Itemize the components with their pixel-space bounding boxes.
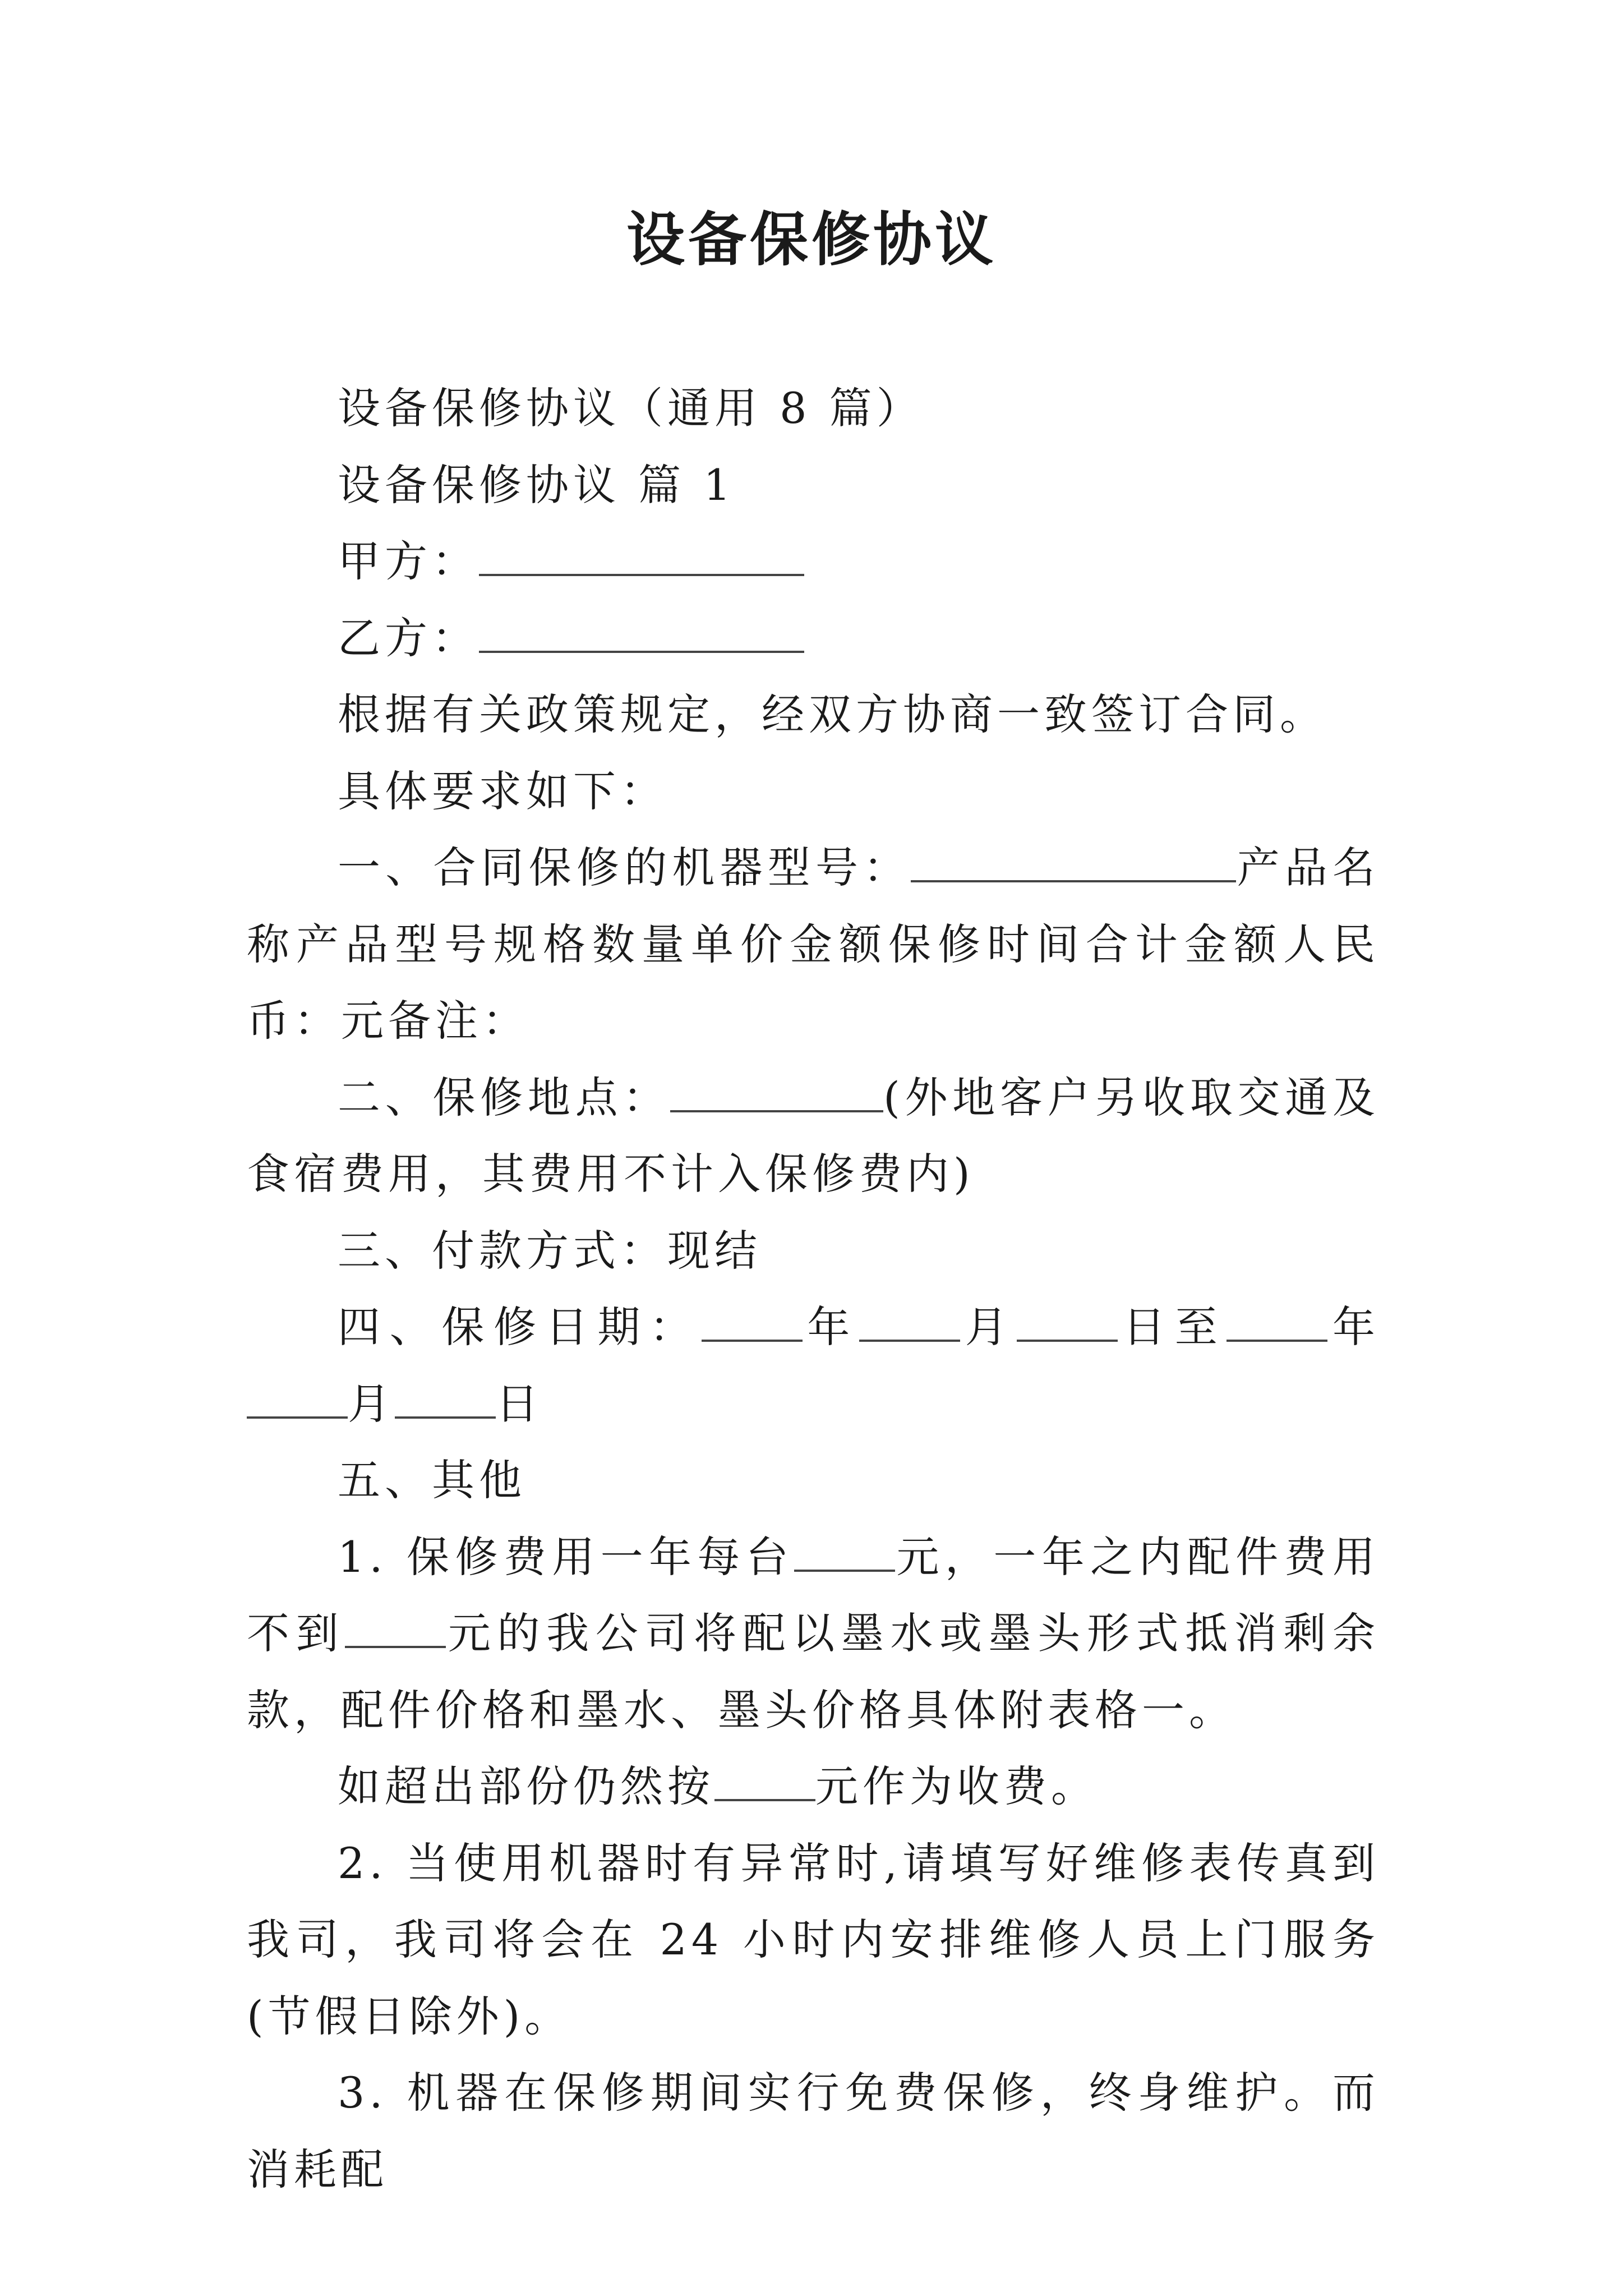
document-title: 设备保修协议 [626, 205, 997, 274]
item-1: 1. 保修费用一年每台 元，一年之内配件费用不到 元的我公司将配以墨水或墨头形式抵消剩余款，配件价格和墨水、墨头价格具体附表格一。 [247, 1531, 1380, 1735]
start-day-blank[interactable] [1017, 1301, 1118, 1342]
end-day-blank[interactable] [395, 1378, 496, 1418]
machine-model-blank[interactable] [911, 842, 1236, 882]
start-month-blank[interactable] [859, 1301, 960, 1342]
party-b-line: 乙方： [247, 600, 1380, 677]
annual-fee-blank[interactable] [794, 1531, 895, 1571]
start-year-blank[interactable] [702, 1301, 803, 1342]
overage-fee-blank[interactable] [714, 1761, 815, 1801]
section-heading: 设备保修协议 篇 1 [338, 459, 735, 510]
repair-location-blank[interactable] [670, 1071, 883, 1112]
requirements-intro: 具体要求如下： [338, 766, 667, 816]
party-a-line: 甲方： [247, 523, 1380, 600]
party-a-blank[interactable] [479, 536, 804, 576]
subtitle: 设备保修协议（通用 8 篇） [338, 383, 924, 433]
item-2: 2. 当使用机器时有异常时,请填写好维修表传真到我司，我司将会在 24 小时内安排维修人员上门服务(节假日除外)。 [247, 1838, 1380, 2041]
item-1-extra: 如超出部份仍然按 元作为收费。 [338, 1761, 1098, 1811]
item-3: 3. 机器在保修期间实行免费保修，终身维护。而消耗配 [247, 2068, 1380, 2194]
clause-3: 三、付款方式：现结 [338, 1225, 762, 1276]
party-b-blank[interactable] [479, 612, 804, 652]
parts-fee-blank[interactable] [345, 1608, 446, 1648]
basis-paragraph: 根据有关政策规定，经双方协商一致签订合同。 [338, 689, 1327, 739]
clause-1: 一、合同保修的机器型号： 产品名称产品型号规格数量单价金额保修时间合计金额人民币：元备注： [247, 843, 1380, 1046]
clause-5: 五、其他 [338, 1455, 526, 1505]
end-month-blank[interactable] [247, 1378, 348, 1418]
end-year-blank[interactable] [1227, 1301, 1327, 1342]
clause-2: 二、保修地点： (外地客户另收取交通及食宿费用，其费用不计入保修费内) [247, 1072, 1380, 1199]
document-body [247, 370, 1380, 2208]
clause-4: 四、保修日期： 年 月 日至 年月 日 [247, 1289, 1380, 1442]
